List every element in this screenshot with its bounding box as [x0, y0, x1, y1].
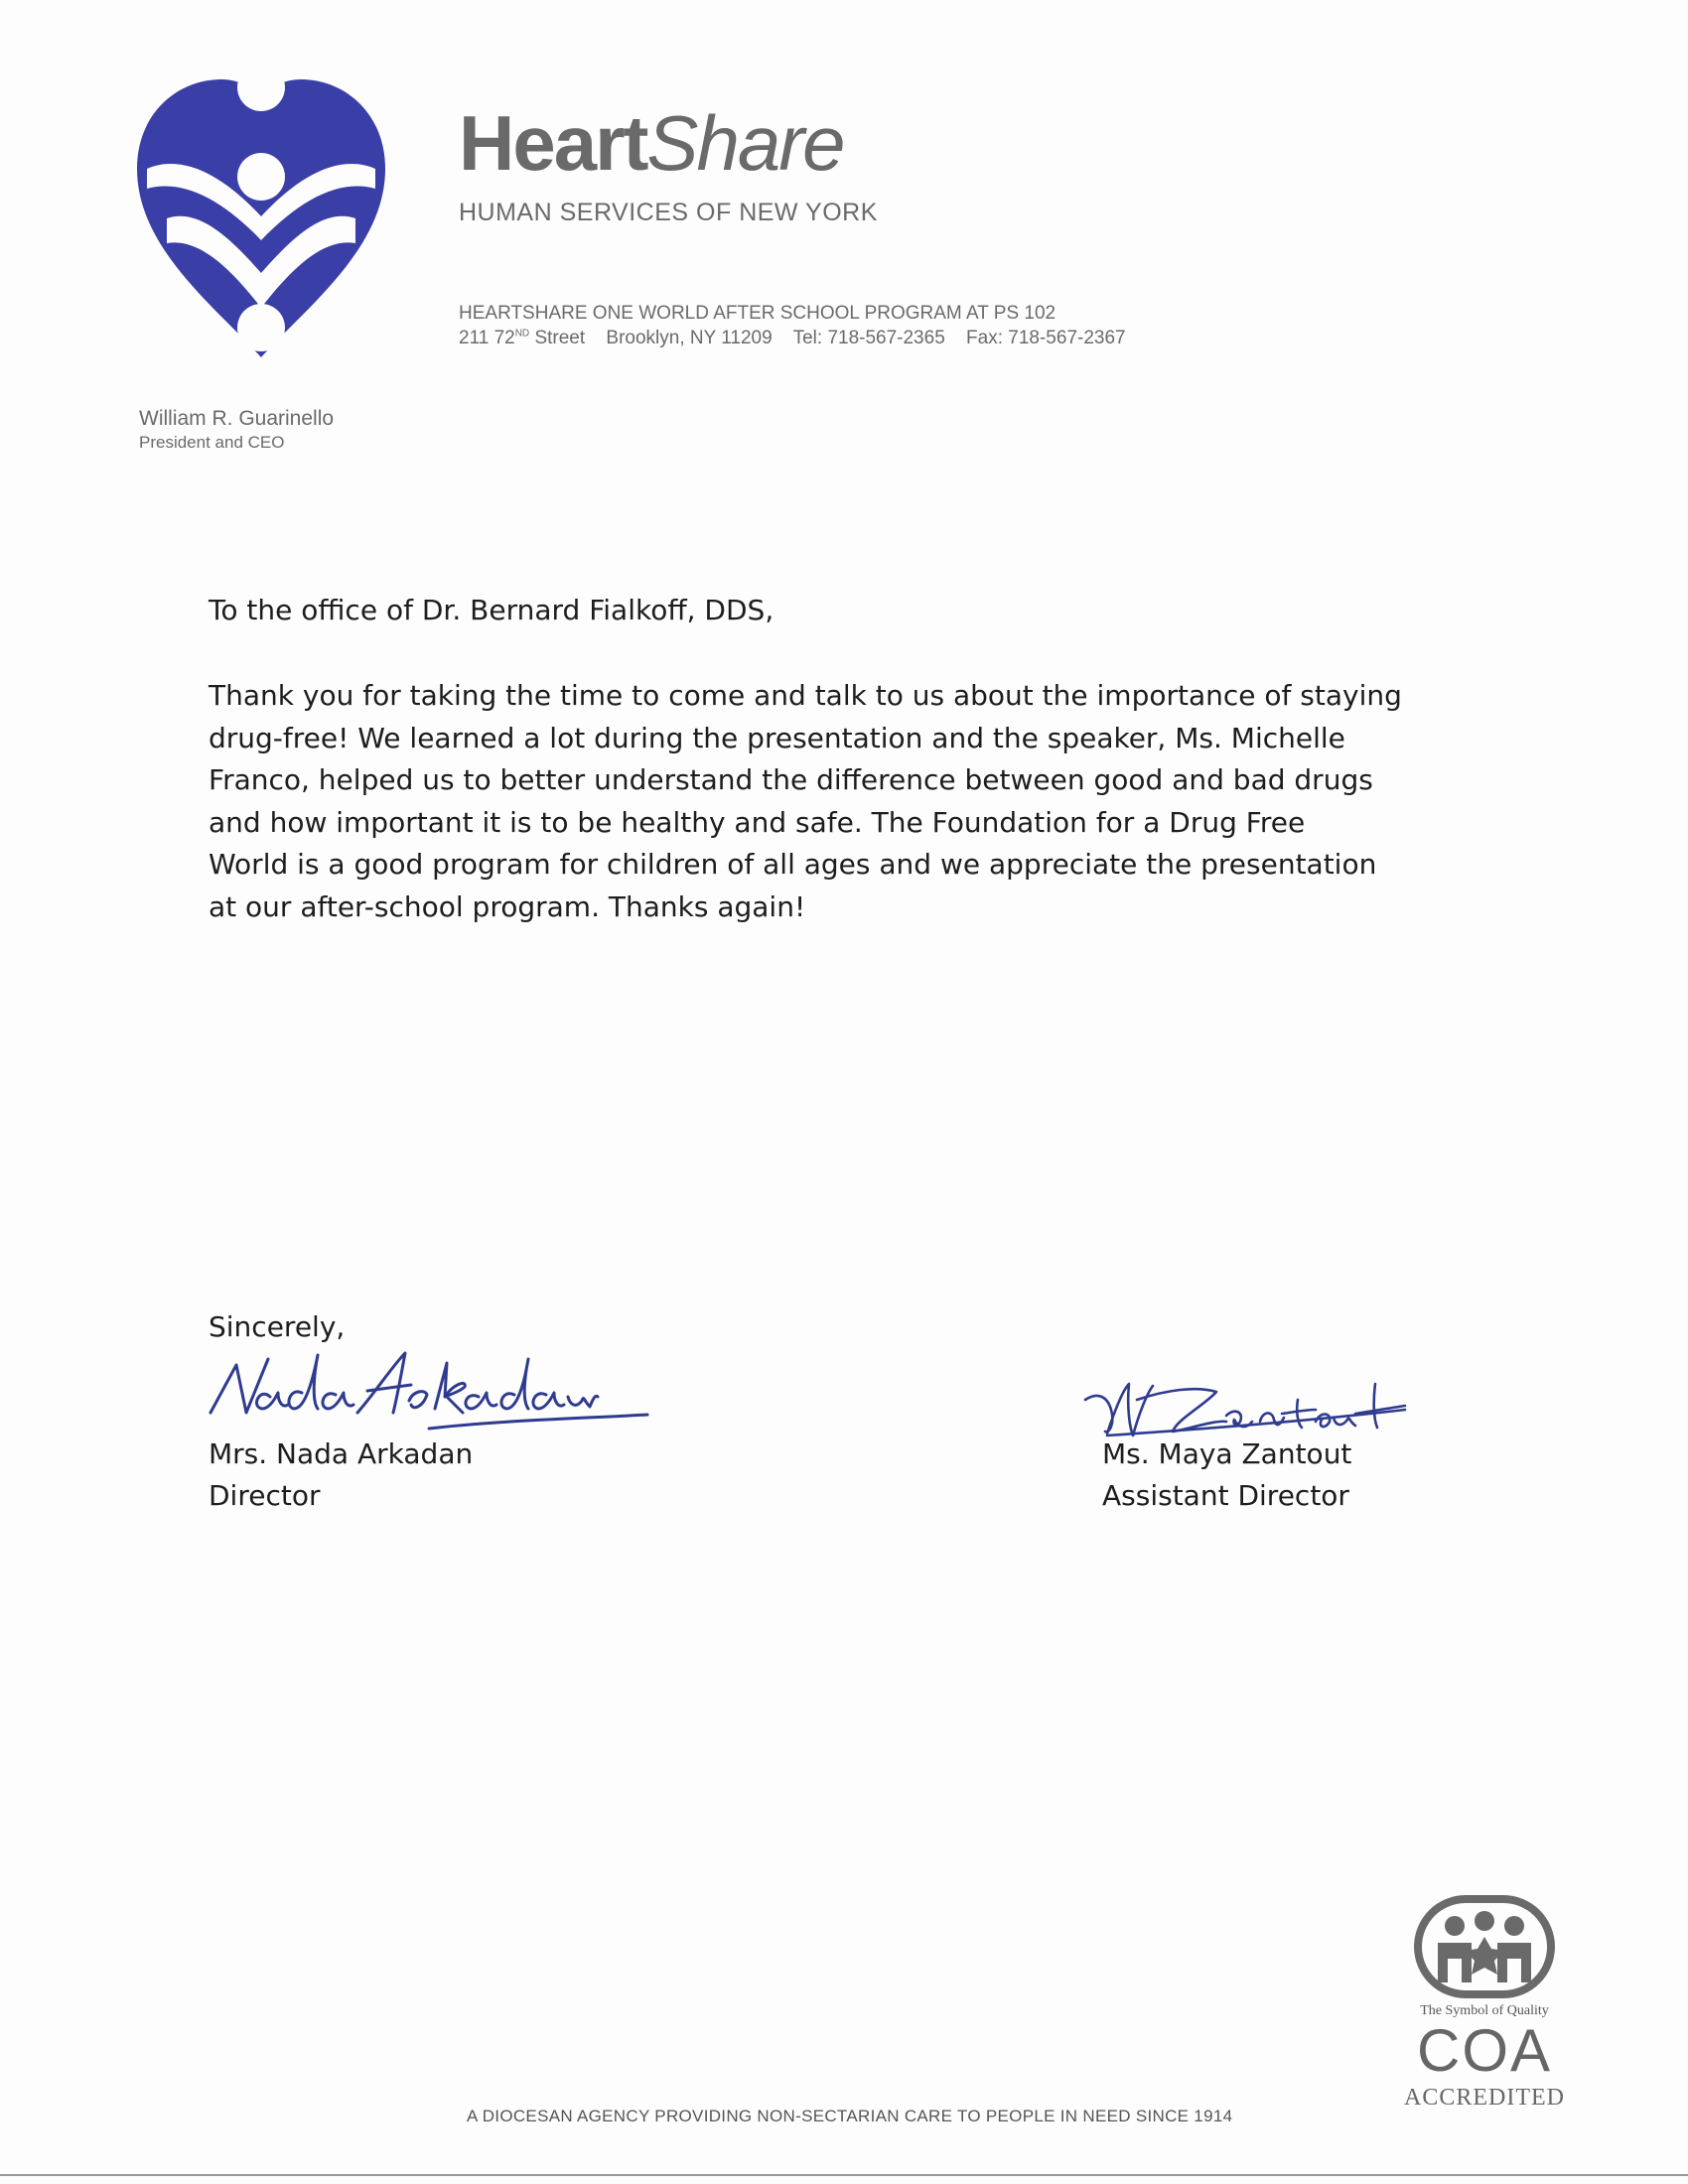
signatory2-title: Assistant Director: [1102, 1479, 1349, 1512]
signature-maya-zantout: [1077, 1370, 1415, 1464]
address-city: Brooklyn, NY 11209: [606, 328, 773, 348]
brand-bold: Heart: [459, 99, 647, 187]
coa-mark: COA: [1416, 2017, 1553, 2084]
address-number: 211 72: [459, 328, 515, 348]
body-line: Franco, helped us to better understand the difference between good and bad drugs: [209, 763, 1373, 796]
body-line: Thank you for taking the time to come and talk to us about the importance of staying: [209, 679, 1402, 712]
coa-tagline: The Symbol of Quality: [1420, 2003, 1549, 2018]
fax-number: Fax: 718-567-2367: [966, 328, 1126, 348]
heartshare-logo-icon: [127, 60, 395, 367]
coa-logo-icon: [1410, 1891, 1559, 2002]
president-title: President and CEO: [139, 433, 285, 452]
closing: Sincerely,: [209, 1310, 346, 1343]
tel-number: Tel: 718-567-2365: [792, 328, 945, 348]
address-street-line: [459, 328, 585, 348]
brand-italic: Share: [646, 99, 844, 187]
signatory1-name: Mrs. Nada Arkadan: [209, 1437, 474, 1470]
address-suffix: ND: [514, 328, 530, 340]
address-street: Street: [534, 328, 586, 348]
salutation: To the office of Dr. Bernard Fialkoff, DDS,: [209, 594, 774, 626]
page-bottom-rule: [0, 2174, 1688, 2176]
signatory1-title: Director: [209, 1479, 321, 1512]
body-line: and how important it is to be healthy and safe. The Foundation for a Drug Free: [209, 805, 1306, 839]
program-name: HEARTSHARE ONE WORLD AFTER SCHOOL PROGRAM AT PS 102: [459, 303, 1056, 324]
signatory2-name: Ms. Maya Zantout: [1102, 1437, 1352, 1470]
signature-nada-arkadan: [199, 1335, 655, 1444]
footer-tagline: A DIOCESAN AGENCY PROVIDING NON-SECTARIAN CARE TO PEOPLE IN NEED SINCE 1914: [467, 2107, 1233, 2125]
body-line: drug-free! We learned a lot during the presentation and the speaker, Ms. Michelle: [209, 721, 1345, 754]
brand-subtitle: HUMAN SERVICES OF NEW YORK: [459, 199, 878, 226]
address-line: [459, 328, 1142, 349]
president-name: William R. Guarinello: [139, 407, 335, 430]
letter-body: [209, 675, 1529, 928]
body-line: World is a good program for children of all ages and we appreciate the presentation: [209, 848, 1377, 881]
body-line: at our after-school program. Thanks again!: [209, 889, 806, 923]
coa-accredited: ACCREDITED: [1404, 2085, 1565, 2111]
brand-wordmark: [459, 99, 844, 187]
